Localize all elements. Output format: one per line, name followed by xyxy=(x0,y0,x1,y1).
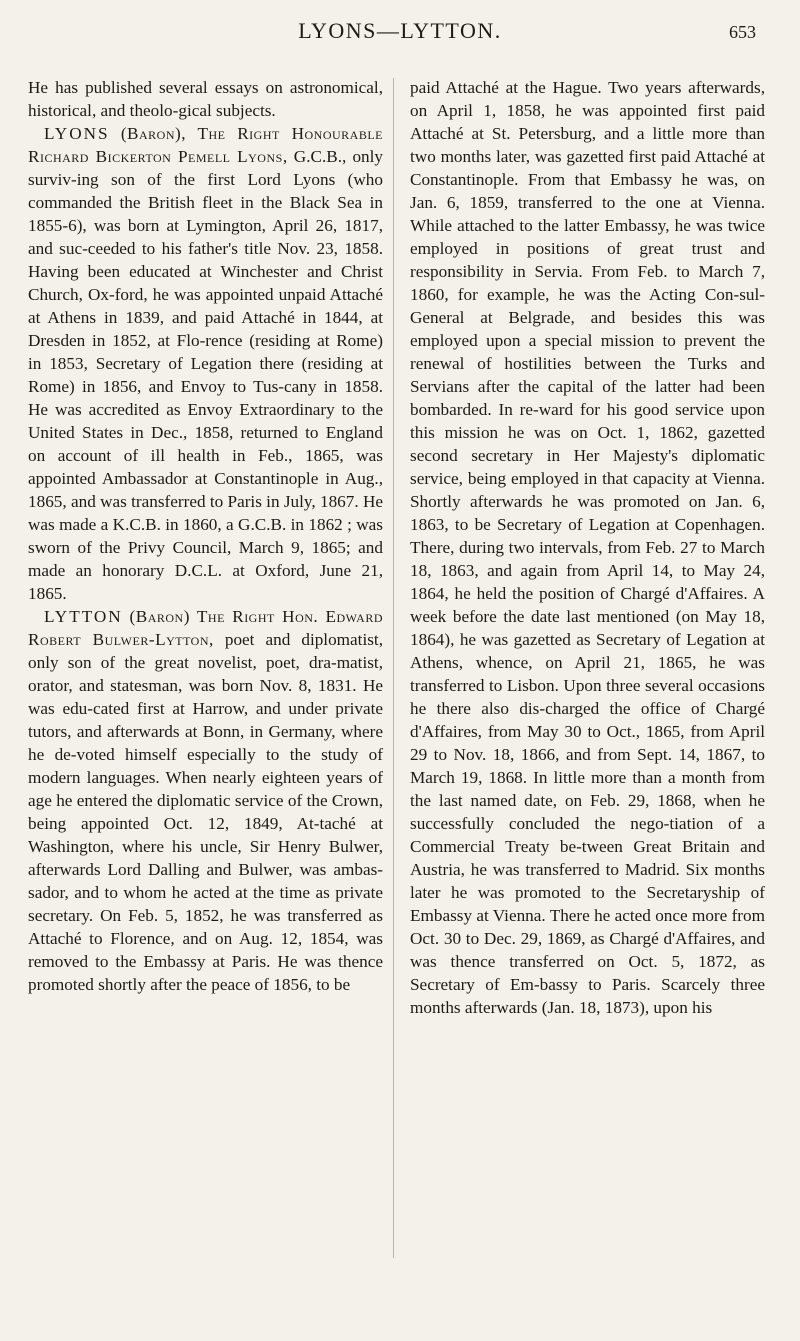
lyons-title-name: (Baron), The Right Honourable Richard Bickerton Pemell Lyons, xyxy=(28,124,383,166)
running-head: LYONS—LYTTON. xyxy=(298,18,502,43)
page-number: 653 xyxy=(729,22,756,42)
lyons-entry xyxy=(28,122,383,605)
column-divider xyxy=(393,78,394,1258)
lyons-headword: LYONS xyxy=(44,124,110,143)
left-column xyxy=(28,76,383,996)
page-header xyxy=(0,14,800,54)
lytton-entry xyxy=(28,605,383,996)
lytton-title-name: (Baron) The Right Hon. Edward Robert Bulwer-Lytton, xyxy=(28,607,383,649)
intro-paragraph: He has published several essays on astronomical, historical, and theolo-gical subjects. xyxy=(28,78,383,120)
lytton-body: poet and diplomatist, only son of the great novelist, poet, dra-matist, orator, and statesman, was born Nov. 8, 1831. He was edu-cated first at Harrow, and under private tutors, and afterwards at Bonn, in Germany, where he de-voted himself especially to the study of modern languages. When nearly eighteen years of age he entered the diplomatic service of the Crown, being appointed Oct. 12, 1849, At-taché at Washington, where his uncle, Sir Henry Bulwer, afterwards Lord Dalling and Bulwer, was ambas-sador, and to whom he acted at the time as private secretary. On Feb. 5, 1852, he was transferred as Attaché to Florence, and on Aug. 12, 1854, was removed to the Embassy at Paris. He was thence promoted shortly after the peace of 1856, to be xyxy=(28,630,383,994)
lyons-body: G.C.B., only surviv-ing son of the first Lord Lyons (who commanded the British fleet in the Black Sea in 1855-6), was born at Lymington, April 26, 1817, and suc-ceeded to his father's title Nov. 23, 1858. Having been educated at Winchester and Christ Church, Ox-ford, he was appointed unpaid Attaché at Athens in 1839, and paid Attaché in 1844, at Dresden in 1852, at Flo-rence (residing at Rome) in 1853, Secretary of Legation there (residing at Rome) in 1856, and Envoy to Tus-cany in 1858. He was accredited as Envoy Extraordinary to the United States in Dec., 1858, returned to England on account of ill health in Feb., 1865, was appointed Ambassador at Constantinople in Aug., 1865, and was transferred to Paris in July, 1867. He was made a K.C.B. in 1860, a G.C.B. in 1862 ; was sworn of the Privy Council, March 9, 1865; and made an honorary D.C.L. at Oxford, June 21, 1865. xyxy=(28,147,384,603)
right-column-text: paid Attaché at the Hague. Two years afterwards, on April 1, 1858, he was appointed first paid Attaché at St. Petersburg, and a little more than two months later, was gazetted first paid Attaché at Constantinople. From that Embassy he was, on Jan. 6, 1859, transferred to the one at Vienna. While attached to the latter Embassy, he was twice employed in positions of great trust and responsibility in Servia. From Feb. to March 7, 1860, for example, he was the Acting Con-sul-General at Belgrade, and besides this was employed upon a special mission to prevent the renewal of hostilities between the Turks and Servians after the capital of the latter had been bombarded. In re-ward for his good service upon this mission he was on Oct. 1, 1862, gazetted second secretary in Her Majesty's diplomatic service, being employed in that capacity at Vienna. Shortly afterwards he was promoted on Jan. 6, 1863, to be Secretary of Legation at Copenhagen. There, during two intervals, from Feb. 27 to March 18, 1863, and again from April 14, to May 24, 1864, he held the position of Chargé d'Affaires. A week before the date last mentioned (on May 18, 1864), he was gazetted as Secretary of Legation at Athens, whence, on April 21, 1865, he was transferred to Lisbon. Upon three several occasions he there also dis-charged the office of Chargé d'Affaires, from May 30 to Oct., 1865, from April 29 to Nov. 18, 1866, and from Sept. 14, 1867, to March 19, 1868. In little more than a month from the last named date, on Feb. 29, 1868, when he successfully concluded the nego-tiation of a Commercial Treaty be-tween Great Britain and Austria, he was transferred to Madrid. Six months later he was promoted to the Secretaryship of Embassy at Vienna. There he acted once more from Oct. 30 to Dec. 29, 1869, as Chargé d'Affaires, and was thence transferred on Oct. 5, 1872, as Secretary of Em-bassy to Paris. Scarcely three months afterwards (Jan. 18, 1873), upon his xyxy=(410,78,765,1017)
right-column xyxy=(410,76,765,1019)
lytton-headword: LYTTON xyxy=(44,607,123,626)
